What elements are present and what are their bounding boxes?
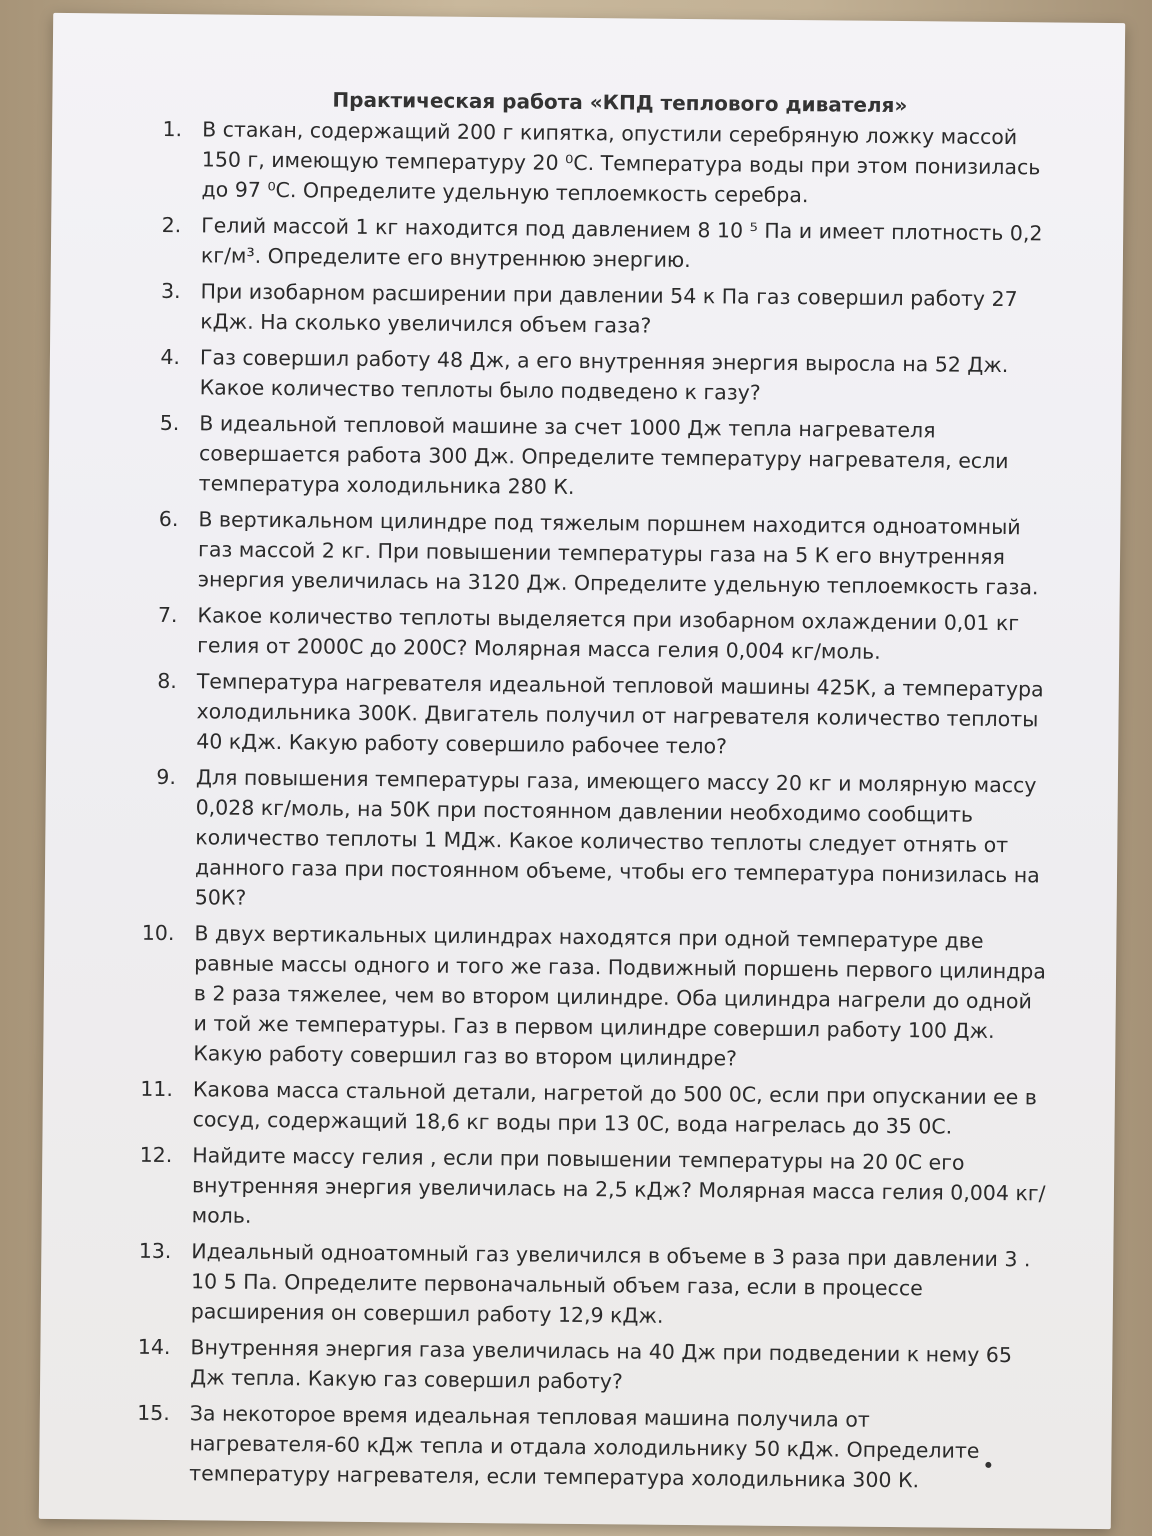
task-number: 7. — [157, 602, 178, 628]
task-item — [115, 762, 1051, 921]
task-item — [113, 918, 1049, 1077]
task-item — [121, 114, 1057, 213]
task-item — [110, 1332, 1046, 1401]
task-item — [112, 1140, 1048, 1239]
task-number: 6. — [158, 506, 179, 532]
worksheet-title: Практическая работа «КПД теплового дивателя» — [332, 87, 908, 118]
task-item — [109, 1397, 1045, 1496]
ink-dot — [985, 1462, 991, 1468]
task-text: В стакан, содержащий 200 г кипятка, опустили серебряную ложку массой 150 г, имеющую температуру 20 ⁰С. Температура воды при этом понизилась до 97 ⁰С. Определите удельную теплоемкость серебра. — [201, 117, 1041, 208]
task-number: 3. — [160, 278, 181, 304]
task-item — [119, 408, 1055, 507]
task-text: За некоторое время идеальная тепловая машина получила от нагревателя-60 кДж тепла и отдала холодильнику 50 кДж. Определите температуру нагревателя, если температура холодильника 300 К. — [189, 1401, 980, 1493]
task-item — [121, 210, 1057, 279]
task-number: 11. — [140, 1076, 174, 1102]
task-text: Какое количество теплоты выделяется при изобарном охлаждении 0,01 кг гелия от 2000С до 200С? Молярная масса гелия 0,004 кг/моль. — [197, 603, 1020, 664]
task-text: При изобарном расширении при давлении 54 к Па газ совершил работу 27 кДж. На сколько увеличился объем газа? — [200, 279, 1018, 338]
task-number: 12. — [139, 1142, 173, 1168]
task-number: 5. — [159, 410, 180, 436]
task-item — [112, 1074, 1048, 1143]
task-number: 1. — [162, 116, 183, 142]
task-text: В идеальной тепловой машине за счет 1000 Дж тепла нагревателя совершается работа 300 Дж. Определите температуру нагревателя, если температура холодильника 280 К. — [198, 411, 1009, 499]
task-text: Температура нагревателя идеальной тепловой машины 425К, а температура холодильника 300К. Двигатель получил от нагревателя количество теплоты 40 кДж. Какую работу совершило рабочее тело? — [196, 669, 1044, 759]
task-number: 8. — [157, 668, 177, 694]
task-text: Идеальный одноатомный газ увеличился в объеме в 3 раза при давлении 3 . 10 5 Па. Определите первоначальный объем газа, если в процессе расширения он совершил работу 12,9 кДж. — [190, 1239, 1031, 1328]
task-number: 14. — [137, 1334, 171, 1360]
task-number: 2. — [161, 212, 182, 238]
task-item — [118, 504, 1054, 603]
task-text: Найдите массу гелия , если при повышении температуры на 20 0С его внутренняя энергия увеличилась на 2,5 кДж? Молярная масса гелия 0,004 кг/моль. — [191, 1143, 1046, 1228]
task-text: В двух вертикальных цилиндрах находятся при одной температуре две равные массы одного и того же газа. Подвижный поршень первого цилиндра в 2 раза тяжелее, чем во втором цилиндре. Оба цилиндра нагрели до одной и той же температуры. Газ в первом цилиндре совершил работу 100 Дж. Какую работу совершил газ во втором цилиндре? — [193, 921, 1047, 1071]
task-text: Газ совершил работу 48 Дж, а его внутренняя энергия выросла на 52 Дж. Какое количество теплоты было подведено к газу? — [199, 345, 1009, 405]
task-text: Гелий массой 1 кг находится под давлением 8 10 ⁵ Па и имеет плотность 0,2 кг/м³. Определите его внутреннюю энергию. — [200, 213, 1043, 273]
task-number: 4. — [160, 344, 181, 370]
task-number: 10. — [141, 920, 175, 946]
task-text: Внутренняя энергия газа увеличилась на 40 Дж при подведении к нему 65 Дж тепла. Какую газ совершил работу? — [190, 1335, 1013, 1394]
task-list — [109, 114, 1057, 1497]
paper-sheet — [39, 13, 1125, 1529]
task-item — [111, 1236, 1047, 1335]
task-item — [120, 342, 1056, 411]
worksheet-content — [109, 86, 1057, 1503]
task-number: 9. — [156, 764, 177, 790]
task-item — [116, 666, 1052, 765]
task-item — [120, 276, 1056, 345]
task-text: Для повышения температуры газа, имеющего массу 20 кг и молярную массу 0,028 кг/моль, на 50К при постоянном давлении необходимо сообщить количество теплоты 1 МДж. Какое количество теплоты следует отнять от данного газа при постоянном объеме, чтобы его температура понизилась на 50К? — [194, 765, 1040, 910]
task-number: 13. — [138, 1238, 172, 1264]
task-text: Какова масса стальной детали, нагретой до 500 0С, если при опускании ее в сосуд, содержащий 18,6 кг воды при 13 0С, вода нагрелась до 35 0С. — [192, 1077, 1038, 1139]
task-number: 15. — [137, 1400, 170, 1426]
task-item — [117, 600, 1053, 669]
task-text: В вертикальном цилиндре под тяжелым поршнем находится одноатомный газ массой 2 кг. При повышении температуры газа на 5 К его внутренняя энергия увеличилась на 3120 Дж. Определите удельную теплоемкость газа. — [197, 507, 1039, 600]
